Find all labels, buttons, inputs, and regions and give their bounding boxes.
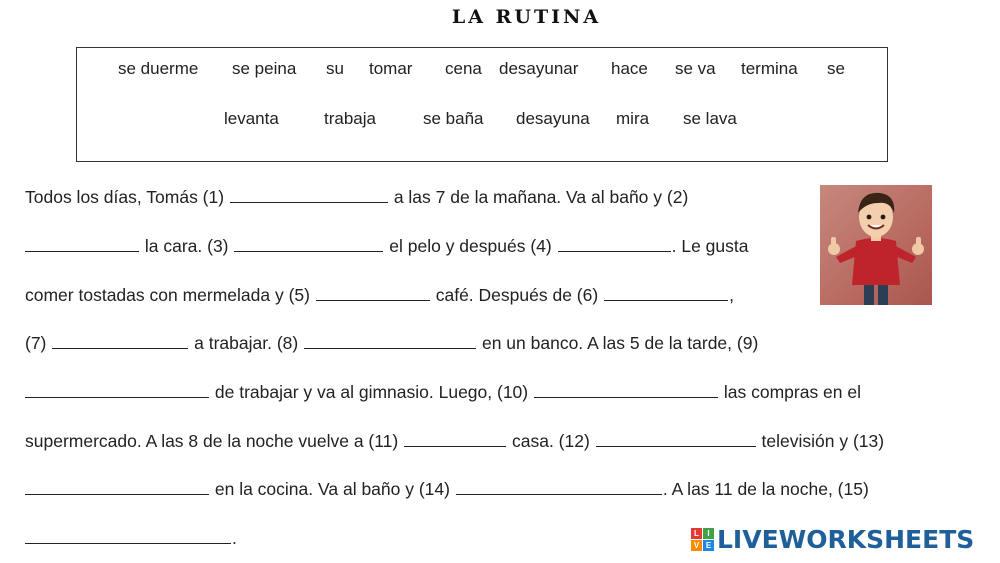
liveworksheets-logo bbox=[691, 522, 974, 556]
blank-3[interactable] bbox=[234, 236, 383, 252]
blank-8[interactable] bbox=[304, 333, 476, 349]
word-bank-item[interactable]: hace bbox=[611, 59, 648, 78]
word-bank-item[interactable]: se bbox=[827, 59, 845, 78]
blank-4[interactable] bbox=[558, 236, 671, 252]
word-bank-item[interactable]: desayuna bbox=[516, 109, 590, 128]
text-line-3: comer tostadas con mermelada y (5) café. Después de (6) , bbox=[25, 285, 734, 305]
word-bank-item[interactable]: tomar bbox=[369, 59, 413, 78]
word-bank-item[interactable]: cena bbox=[445, 59, 482, 78]
text-line-2: la cara. (3) el pelo y después (4) . Le gusta bbox=[25, 236, 748, 257]
word-bank-item[interactable]: se baña bbox=[423, 109, 484, 128]
word-bank-item[interactable]: su bbox=[326, 59, 344, 78]
text-line-7: en la cocina. Va al baño y (14) . A las 11 de la noche, (15) bbox=[25, 479, 869, 500]
word-bank-item[interactable]: se lava bbox=[683, 109, 737, 128]
text-line-4: (7) a trabajar. (8) en un banco. A las 5 de la tarde, (9) bbox=[25, 333, 759, 353]
word-bank-item[interactable]: se duerme bbox=[118, 59, 199, 78]
blank-1[interactable] bbox=[230, 187, 388, 203]
blank-6[interactable] bbox=[604, 285, 728, 301]
blank-12[interactable] bbox=[596, 431, 756, 447]
text-line-5: de trabajar y va al gimnasio. Luego, (10) las compras en el bbox=[25, 382, 861, 403]
word-bank-item[interactable]: levanta bbox=[224, 109, 279, 128]
blank-14[interactable] bbox=[456, 479, 662, 495]
blank-10[interactable] bbox=[534, 382, 718, 398]
word-bank-item[interactable]: desayunar bbox=[499, 59, 579, 78]
blank-5[interactable] bbox=[316, 285, 430, 301]
blank-2[interactable] bbox=[25, 236, 139, 252]
word-bank bbox=[76, 47, 888, 162]
liveworksheets-logo-icon: L I V E bbox=[691, 528, 714, 551]
text-line-1: Todos los días, Tomás (1) a las 7 de la mañana. Va al baño y (2) bbox=[25, 187, 689, 207]
text-line-8: . bbox=[25, 528, 237, 549]
word-bank-item[interactable]: trabaja bbox=[324, 109, 376, 128]
logo-text: LIVEWORKSHEETS bbox=[717, 524, 975, 554]
blank-15[interactable] bbox=[25, 528, 231, 544]
blank-7[interactable] bbox=[52, 333, 188, 349]
word-bank-item[interactable]: mira bbox=[616, 109, 650, 128]
man-thumbs-up-cartoon-icon bbox=[820, 185, 932, 305]
text-line-6: supermercado. A las 8 de la noche vuelve a (11) casa. (12) televisión y (13) bbox=[25, 431, 885, 451]
blank-9[interactable] bbox=[25, 382, 209, 398]
page-title: LA RUTINA bbox=[451, 6, 602, 28]
blank-11[interactable] bbox=[404, 431, 506, 447]
word-bank-item[interactable]: se va bbox=[675, 59, 716, 78]
word-bank-item[interactable]: termina bbox=[741, 59, 798, 78]
blank-13[interactable] bbox=[25, 479, 209, 495]
word-bank-item[interactable]: se peina bbox=[232, 59, 297, 78]
